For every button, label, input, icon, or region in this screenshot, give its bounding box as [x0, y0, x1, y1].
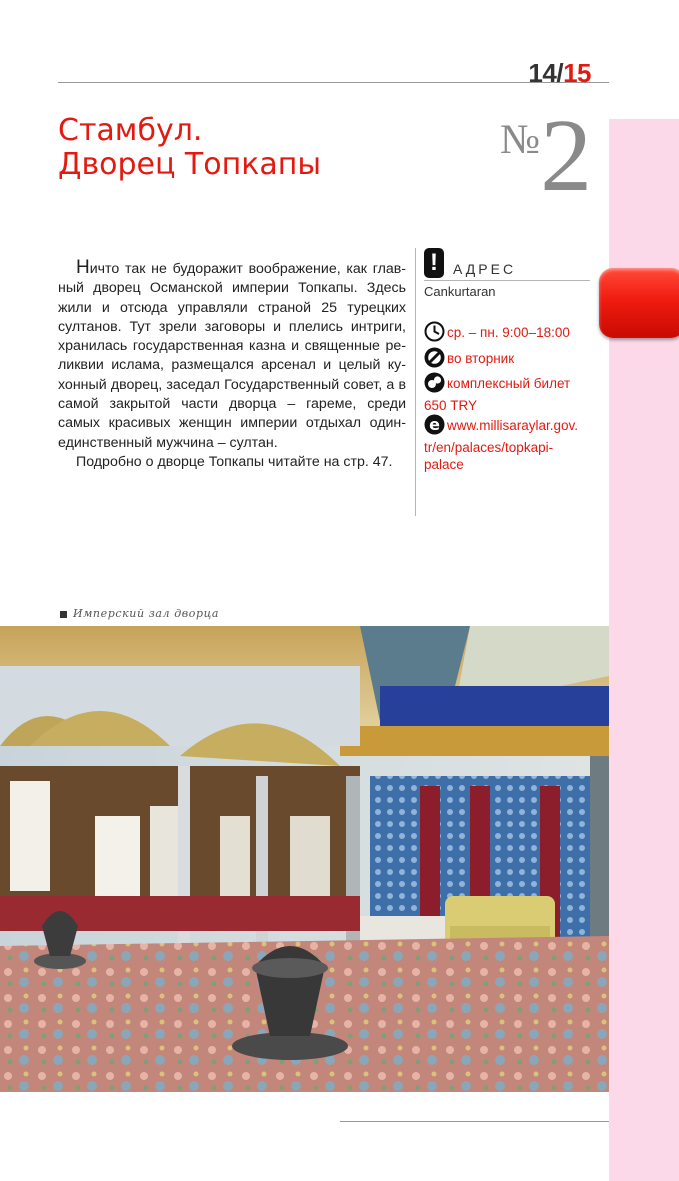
ticket-text-2: 650 TRY: [424, 398, 478, 413]
address-rule: [424, 280, 590, 281]
page-title: [58, 114, 458, 182]
number-sign: №: [500, 117, 541, 163]
address-header: [424, 248, 594, 278]
web-text-3[interactable]: palace: [424, 457, 464, 472]
closed-row: [424, 347, 514, 372]
coins-icon: [424, 372, 445, 397]
first-letter: Н: [76, 257, 90, 278]
no-entry-icon: [424, 347, 445, 372]
svg-text:e: e: [429, 415, 440, 434]
paragraph-1-text: ичто так не будоражит воображение, как глав-ный дворец Османской империи Топкапы. Здесь жили и отсюда управляли страной 25 турецких султанов. Тут зрели заговоры и плелись интриги, хранилась государственная казна и священные ре-ликвии ислама, размещался арсенал и целый ку-хонный дворец, заседал Государственный совет, а в самой закрытой части дворца – гареме, среди самых красивых женщин империи отдыхал один-единственный мужчина – султан.: [58, 261, 406, 451]
entry-number: [500, 98, 593, 213]
article-text: [58, 258, 406, 472]
ticket-row: [424, 372, 570, 414]
clock-icon: [424, 321, 445, 346]
page-separator: /: [556, 58, 564, 88]
footer-rule: [340, 1121, 609, 1122]
number-digit: 2: [540, 98, 593, 213]
hours-row: [424, 321, 570, 346]
palace-hall-illustration: [0, 626, 609, 1092]
palace-photo: [0, 626, 609, 1092]
page-number: [528, 58, 591, 89]
chapter-tab[interactable]: [599, 268, 679, 338]
paragraph-1: [58, 258, 406, 453]
web-row[interactable]: [424, 414, 578, 473]
header-rule: [58, 82, 609, 83]
web-text-2[interactable]: tr/en/palaces/topkapi-: [424, 440, 554, 455]
title-line-1: Стамбул.: [58, 113, 203, 148]
title-line-2: Дворец Топкапы: [58, 147, 322, 182]
address-label: АДРЕС: [453, 261, 517, 277]
exclamation-icon: !: [424, 248, 444, 278]
address-value: Cankurtaran: [424, 284, 496, 299]
current-page: 14: [528, 58, 557, 88]
paragraph-2: Подробно о дворце Топкапы читайте на стр. 47.: [76, 453, 393, 470]
photo-caption: [60, 607, 219, 620]
caption-bullet: [60, 611, 67, 618]
caption-text: Имперский зал дворца: [73, 607, 220, 620]
closed-text: во вторник: [447, 351, 515, 367]
info-panel: [424, 248, 594, 472]
web-e-icon: [424, 414, 445, 439]
web-text-1[interactable]: www.millisaraylar.gov.: [447, 418, 579, 434]
total-pages: 15: [563, 58, 591, 88]
column-divider: [415, 248, 416, 516]
hours-text: ср. – пн. 9:00–18:00: [447, 325, 570, 341]
ticket-text-1: комплексный билет: [447, 376, 571, 392]
